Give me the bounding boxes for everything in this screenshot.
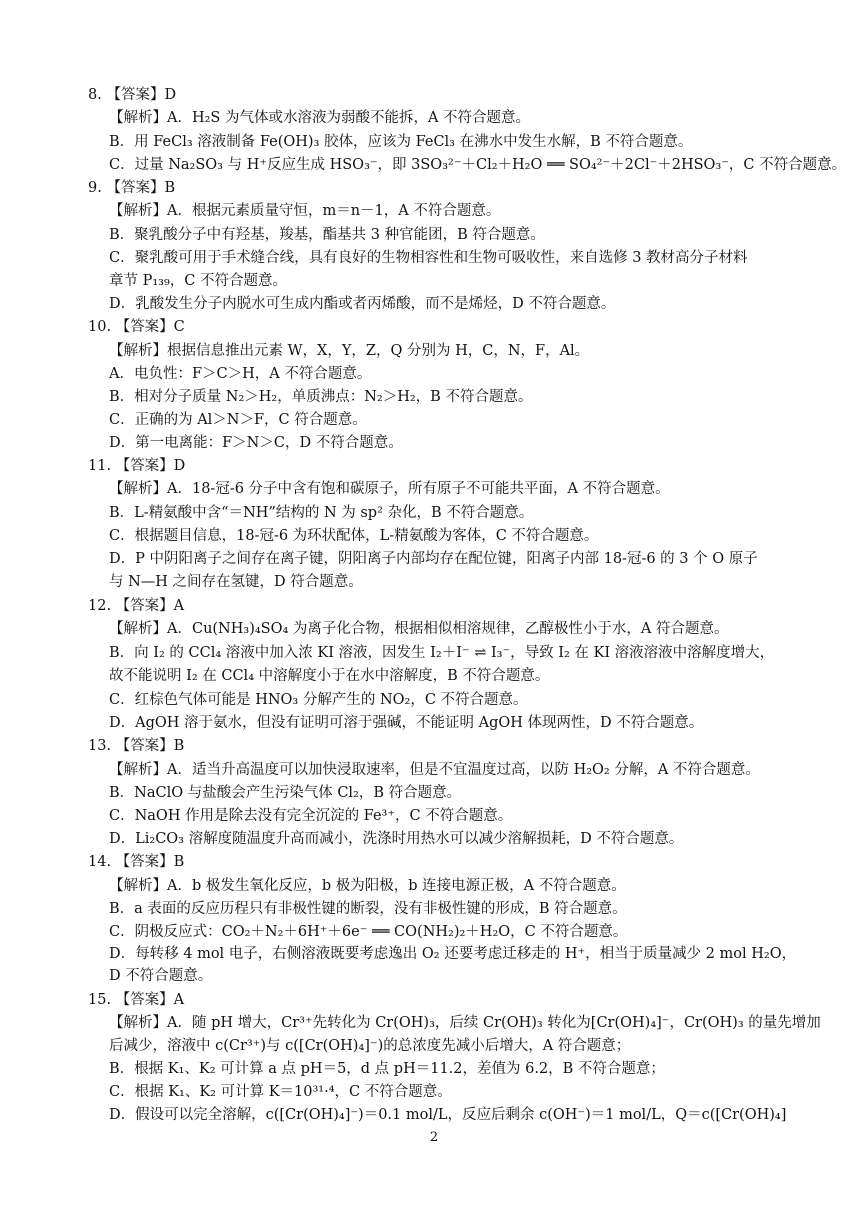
q14-analysis: 【解析】A．b 极发生氧化反应，b 极为阳极，b 连接电源正极，A 不符合题意。	[109, 878, 626, 894]
q12-analysis: 【解析】A．Cu(NH₃)₄SO₄ 为离子化合物，根据相似相溶规律，乙醇极性小于水，A 符合题意。	[109, 621, 729, 637]
q13-option-b: B．NaClO 与盐酸会产生污染气体 Cl₂，B 符合题意。	[109, 785, 462, 801]
q8-analysis: 【解析】A．H₂S 为气体或水溶液为弱酸不能拆，A 不符合题意。	[109, 110, 531, 126]
q10-answer: 10. 【答案】C	[88, 319, 185, 335]
q15-analysis: 【解析】A．随 pH 增大，Cr³⁺先转化为 Cr(OH)₃，后续 Cr(OH)₃ 转化为[Cr(OH)₄]⁻，Cr(OH)₃ 的量先增加	[109, 1015, 821, 1031]
q15-option-c: C．根据 K₁、K₂ 可计算 K＝10³¹·⁴，C 不符合题意。	[109, 1084, 452, 1100]
q11-option-d-cont: 与 N—H 之间存在氢键，D 符合题意。	[109, 574, 363, 590]
q9-option-d: D．乳酸发生分子内脱水可生成内酯或者丙烯酸，而不是烯烃，D 不符合题意。	[109, 296, 616, 312]
q11-analysis: 【解析】A．18-冠-6 分子中含有饱和碳原子，所有原子不可能共平面，A 不符合题意。	[109, 481, 670, 497]
q12-answer: 12. 【答案】A	[88, 598, 185, 614]
q14-option-b: B．a 表面的反应历程只有非极性键的断裂，没有非极性键的形成，B 符合题意。	[109, 901, 627, 917]
q15-analysis-cont: 后减少，溶液中 c(Cr³⁺)与 c([Cr(OH)₄]⁻)的总浓度先减小后增大，A 符合题意；	[109, 1038, 631, 1054]
q13-option-c: C．NaOH 作用是除去没有完全沉淀的 Fe³⁺，C 不符合题意。	[109, 808, 513, 824]
q11-option-b: B．L-精氨酸中含“＝NH”结构的 N 为 sp² 杂化，B 不符合题意。	[109, 505, 534, 521]
q13-answer: 13. 【答案】B	[88, 738, 185, 754]
q15-option-b: B．根据 K₁、K₂ 可计算 a 点 pH＝5，d 点 pH＝11.2，差值为 6.2，B 不符合题意；	[109, 1061, 665, 1077]
q11-option-c: C．根据题目信息，18-冠-6 为环状配体，L-精氨酸为客体，C 不符合题意。	[109, 528, 599, 544]
q14-option-d: D．每转移 4 mol 电子，右侧溶液既要考虑逸出 O₂ 还要考虑迁移走的 H⁺，相当于质量减少 2 mol H₂O，	[109, 946, 797, 962]
q10-option-c: C．正确的为 Al＞N＞F，C 符合题意。	[109, 412, 367, 428]
q13-analysis: 【解析】A．适当升高温度可以加快浸取速率，但是不宜温度过高，以防 H₂O₂ 分解，A 不符合题意。	[109, 762, 760, 778]
q12-option-c: C．红棕色气体可能是 HNO₃ 分解产生的 NO₂，C 不符合题意。	[109, 692, 528, 708]
q9-option-b: B．聚乳酸分子中有羟基，羧基，酯基共 3 种官能团，B 符合题意。	[109, 227, 545, 243]
q10-option-a: A．电负性：F＞C＞H，A 不符合题意。	[109, 366, 372, 382]
q9-analysis: 【解析】A．根据元素质量守恒，m＝n－1，A 不符合题意。	[109, 203, 501, 219]
q14-option-d-cont: D 不符合题意。	[109, 968, 213, 984]
q10-option-b: B．相对分子质量 N₂＞H₂，单质沸点：N₂＞H₂，B 不符合题意。	[109, 389, 533, 405]
q11-option-d: D．P 中阴阳离子之间存在离子键，阴阳离子内部均存在配位键，阳离子内部 18-冠-6 的 3 个 O 原子	[109, 551, 758, 567]
q13-option-d: D．Li₂CO₃ 溶解度随温度升高而减小，洗涤时用热水可以减少溶解损耗，D 不符合题意。	[109, 831, 684, 847]
q15-option-d: D．假设可以完全溶解，c([Cr(OH)₄]⁻)＝0.1 mol/L，反应后剩余 c(OH⁻)＝1 mol/L，Q＝c([Cr(OH)₄]	[109, 1107, 787, 1123]
q9-option-c: C．聚乳酸可用于手术缝合线，具有良好的生物相容性和生物可吸收性，来自选修 3 教材高分子材料	[109, 250, 748, 266]
q15-answer: 15. 【答案】A	[88, 992, 185, 1008]
q12-option-d: D．AgOH 溶于氨水，但没有证明可溶于强碱，不能证明 AgOH 体现两性，D 不符合题意。	[109, 715, 704, 731]
q12-option-b-cont: 故不能说明 I₂ 在 CCl₄ 中溶解度小于在水中溶解度，B 不符合题意。	[109, 668, 550, 684]
q8-option-b: B．用 FeCl₃ 溶液制备 Fe(OH)₃ 胶体，应该为 FeCl₃ 在沸水中发生水解，B 不符合题意。	[109, 134, 693, 150]
q11-answer: 11. 【答案】D	[88, 458, 186, 474]
q8-option-c: C．过量 Na₂SO₃ 与 H⁺反应生成 HSO₃⁻，即 3SO₃²⁻＋Cl₂＋H₂O ══ SO₄²⁻＋2Cl⁻＋2HSO₃⁻，C 不符合题意。	[109, 157, 847, 173]
q14-answer: 14. 【答案】B	[88, 854, 185, 870]
q10-option-d: D．第一电离能：F＞N＞C，D 不符合题意。	[109, 435, 403, 451]
q14-option-c: C．阴极反应式：CO₂＋N₂＋6H⁺＋6e⁻ ══ CO(NH₂)₂＋H₂O，C 不符合题意。	[109, 924, 628, 940]
q9-answer: 9. 【答案】B	[88, 180, 176, 196]
page-number: 2	[429, 1130, 439, 1145]
q12-option-b: B．向 I₂ 的 CCl₄ 溶液中加入浓 KI 溶液，因发生 I₂＋I⁻ ⇌ I₃⁻，导致 I₂ 在 KI 溶液溶液中溶解度增大，	[109, 645, 775, 661]
q8-answer: 8. 【答案】D	[88, 87, 177, 103]
q10-analysis: 【解析】根据信息推出元素 W，X，Y，Z，Q 分别为 H，C，N，F，Al。	[109, 343, 590, 359]
q9-option-c-cont: 章节 P₁₃₉，C 不符合题意。	[109, 273, 288, 289]
